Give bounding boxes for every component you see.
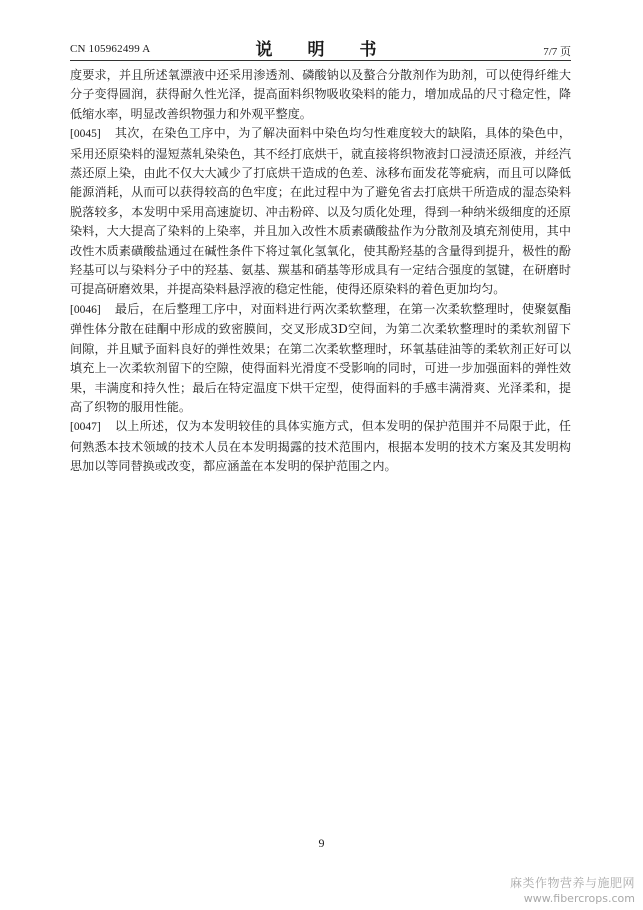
description-body <box>70 66 571 477</box>
paragraph-text: 以上所述，仅为本发明较佳的具体实施方式，但本发明的保护范围并不局限于此，任何熟悉本技术领域的技术人员在本发明揭露的技术范围内，根据本发明的技术方案及其发明构思加以等同替换或改变，都应涵盖在本发明的保护范围之内。 <box>70 419 571 474</box>
paragraph-number: [0047] <box>70 421 101 434</box>
watermark-url: www.fibercrops.com <box>523 892 635 905</box>
watermark-site-name: 麻类作物营养与施肥网 <box>509 876 635 890</box>
paragraph-0045 <box>70 124 571 300</box>
paragraph-number: [0045] <box>70 128 101 141</box>
paragraph-number: [0046] <box>70 303 101 316</box>
document-title: 说 明 书 <box>255 40 386 60</box>
paragraph-0046 <box>70 300 571 417</box>
paragraph-text: 最后，在后整理工序中，对面料进行两次柔软整理，在第一次柔软整理时，使聚氨酯弹性体分散在硅酮中形成的致密膜间，交叉形成3D空间，为第二次柔软整理时的柔软剂留下间隙，并且赋予面料良好的弹性效果；在第二次柔软整理时，环氧基硅油等的柔软剂正好可以填充上一次柔软剂留下的空隙，使得面料光滑度不受影响的同时，可进一步加强面料的弹性效果，丰满度和持久性；最后在特定温度下烘干定型，使得面料的手感丰满滑爽、光泽柔和，提高了织物的服用性能。 <box>70 301 571 414</box>
page-info: 7/7 页 <box>543 46 571 58</box>
publication-number: CN 105962499 A <box>70 43 151 55</box>
page-number: 9 <box>318 836 325 850</box>
site-watermark <box>510 874 635 905</box>
paragraph-text: 度要求，并且所述氧漂液中还采用渗透剂、磷酸钠以及螯合分散剂作为助剂，可以使得纤维大分子变得圆润，获得耐久性光泽，提高面料织物吸收染料的能力，增加成品的尺寸稳定性，降低缩水率，明显改善织物强力和外观平整度。 <box>70 68 571 121</box>
page-header <box>70 34 571 61</box>
paragraph-continued <box>70 66 571 124</box>
paragraph-text: 其次，在染色工序中，为了解决面料中染色均匀性难度较大的缺陷，具体的染色中，采用还原染料的湿短蒸轧染染色，其不经打底烘干，就直接将织物液封口浸渍还原液，并经汽蒸还原上染，由此不仅大大减少了打底烘干造成的色差、泳移布面发花等疵病，而且可以降低能源消耗，从而可以获得较高的色牢度；在此过程中为了避免省去打底烘干所造成的湿态染料脱落较多，本发明中采用高速旋切、冲击粉碎、以及匀质化处理，得到一种纳米级细度的还原染料，大大提高了染料的上染率，并且加入改性木质素磺酸盐作为分散剂及填充剂使用，其中改性木质素磺酸盐通过在碱性条件下将过氧化氢氧化，使其酚羟基的含量得到提升，极性的酚羟基可以与染料分子中的羟基、氨基、羰基和硝基等形成具有一定结合强度的氢键，在研磨时可提高研磨效果，并提高染料悬浮液的稳定性能，使得还原染料的着色更加均匀。 <box>70 126 571 297</box>
paragraph-0047 <box>70 417 571 476</box>
